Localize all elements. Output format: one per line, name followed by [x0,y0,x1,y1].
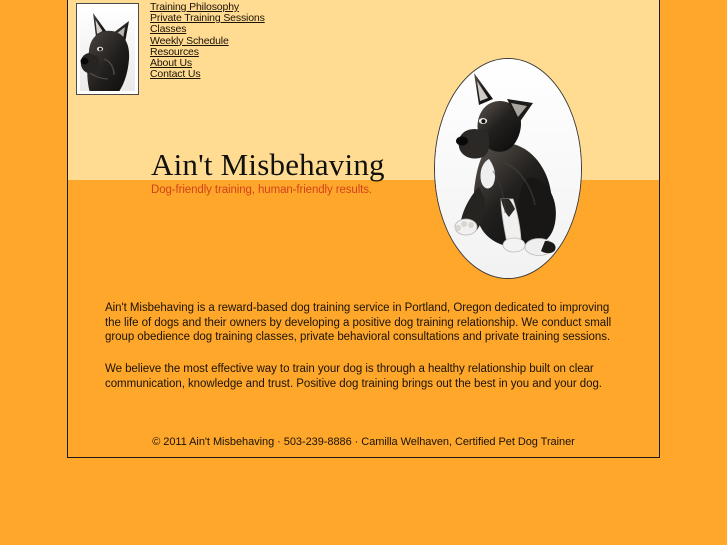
site-title: Ain't Misbehaving [151,147,385,182]
site-tagline: Dog-friendly training, human-friendly results. [151,184,373,196]
nav-item-training-philosophy[interactable]: Training Philosophy [150,1,239,13]
intro-paragraph: Ain't Misbehaving is a reward-based dog training service in Portland, Oregon dedicated to improving the life of dogs and their owners by developing a positive dog training relationship. We conduct small group obedience dog training classes, private behavioral consultations and private training sessions. [105,302,612,344]
nav-item-contact-us[interactable]: Contact Us [150,68,201,81]
philosophy-paragraph: We believe the most effective way to train your dog is through a healthy relationship built on clear communication, knowledge and trust. Positive dog training brings out the best in you and your dog. [105,363,602,390]
nav-item-resources[interactable]: Resources [150,45,199,58]
main-nav [150,2,265,80]
masthead-dog-photo [76,3,139,95]
masthead-dog-photo-image [80,7,135,91]
nav-item-weekly-schedule[interactable]: Weekly Schedule [150,34,229,47]
main-content [105,301,627,392]
page-frame [67,0,660,458]
nav-item-about-us[interactable]: About Us [150,57,192,70]
nav-item-classes[interactable]: Classes [150,23,187,36]
nav-item-private-training-sessions[interactable]: Private Training Sessions [150,12,265,25]
site-footer: © 2011 Ain't Misbehaving · 503-239-8886 · Camilla Welhaven, Certified Pet Dog Trainer [152,436,575,448]
hero-dog-photo [434,58,582,279]
site-wordmark [151,148,385,197]
